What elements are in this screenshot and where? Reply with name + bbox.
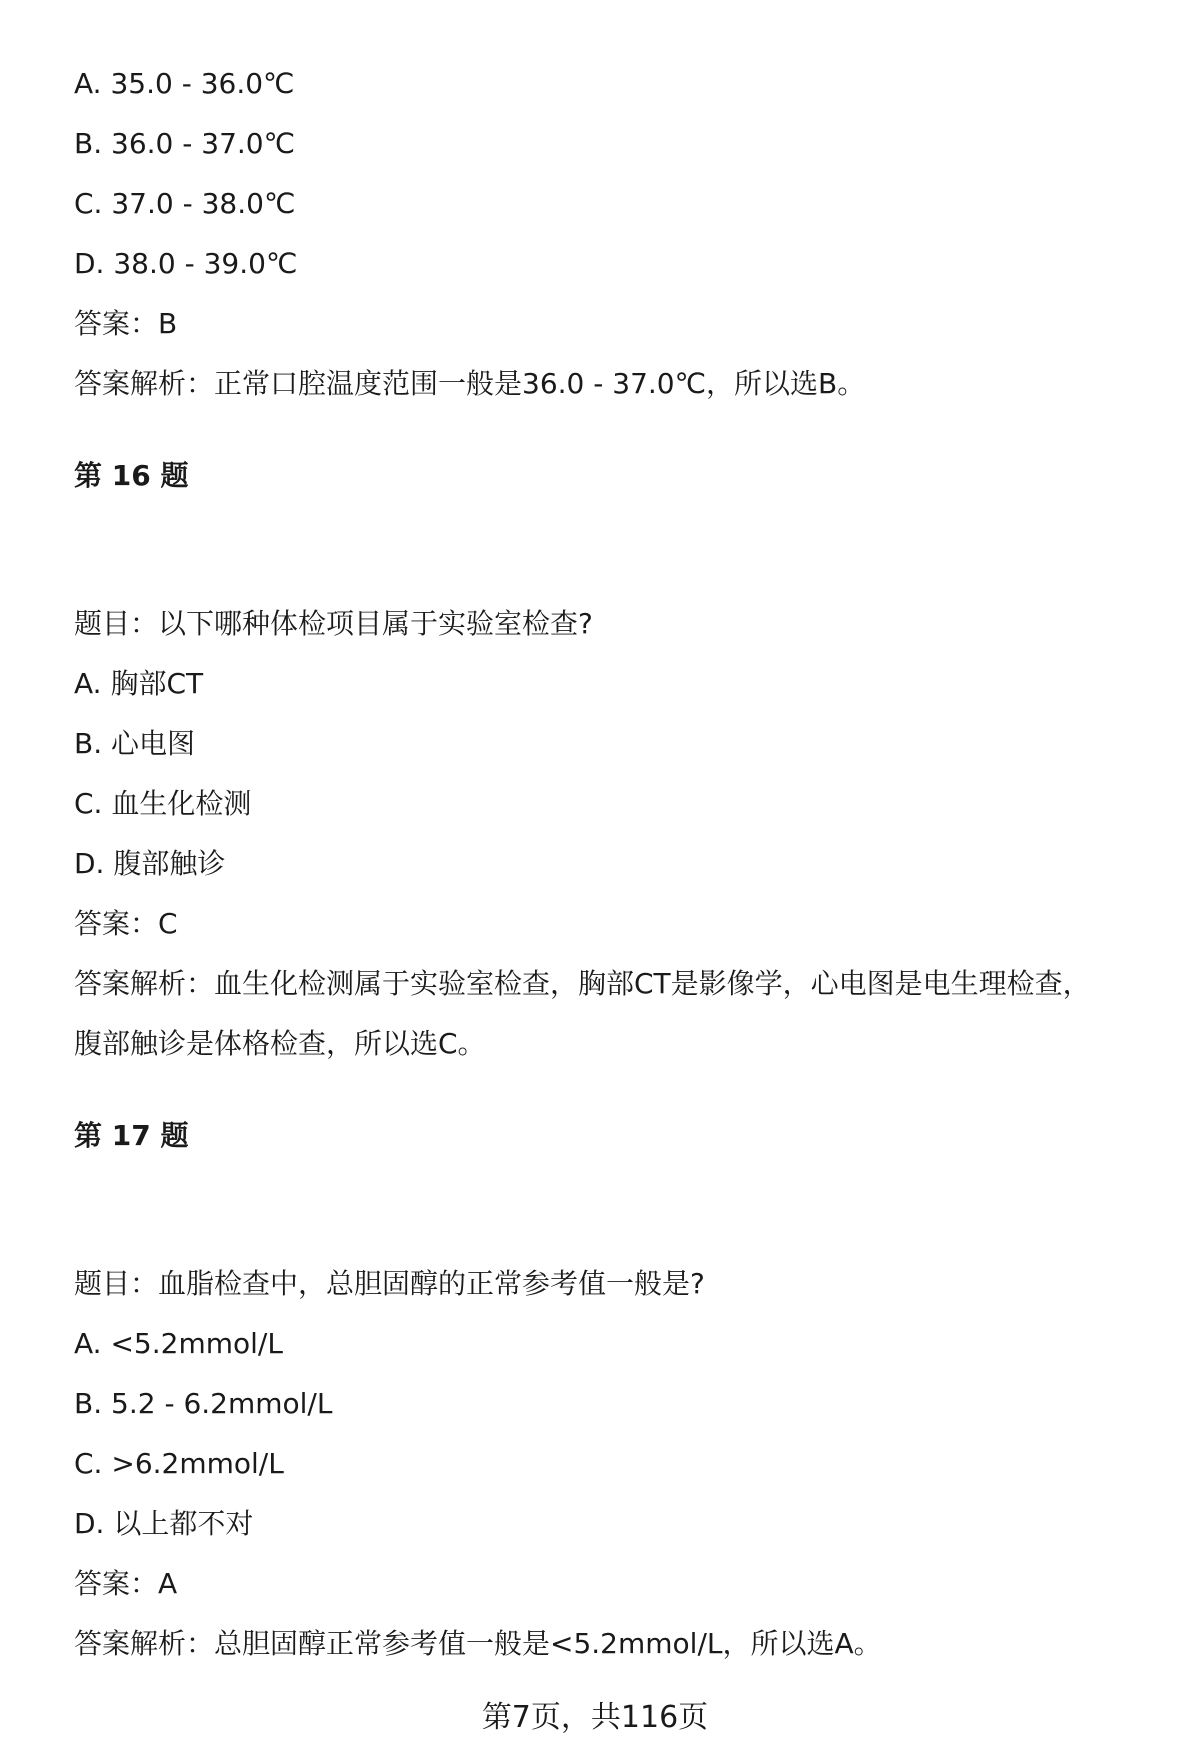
option-d: D. 以上都不对: [74, 1507, 254, 1540]
answer: 答案：C: [74, 907, 178, 940]
answer: 答案：B: [74, 307, 178, 340]
answer-explanation: 答案解析：正常口腔温度范围一般是36.0 - 37.0℃，所以选B。: [74, 367, 866, 400]
question-heading: 第 17 题: [74, 1119, 189, 1152]
option-a: A. 35.0 - 36.0℃: [74, 67, 295, 100]
option-b: B. 心电图: [74, 727, 196, 760]
option-d: D. 38.0 - 39.0℃: [74, 247, 298, 280]
answer-explanation: 答案解析：总胆固醇正常参考值一般是<5.2mmol/L，所以选A。: [74, 1627, 882, 1660]
question-text: 题目：以下哪种体检项目属于实验室检查?: [74, 607, 593, 640]
page-number-footer: 第7页，共116页: [481, 1700, 709, 1735]
option-c: C. 血生化检测: [74, 787, 252, 820]
answer: 答案：A: [74, 1567, 178, 1600]
option-b: B. 36.0 - 37.0℃: [74, 127, 296, 160]
option-a: A. 胸部CT: [74, 667, 204, 700]
option-c: C. >6.2mmol/L: [74, 1447, 284, 1480]
option-d: D. 腹部触诊: [74, 847, 226, 880]
question-heading: 第 16 题: [74, 459, 189, 492]
option-c: C. 37.0 - 38.0℃: [74, 187, 296, 220]
option-b: B. 5.2 - 6.2mmol/L: [74, 1387, 333, 1420]
answer-explanation-continued: 腹部触诊是体格检查，所以选C。: [74, 1027, 486, 1060]
answer-explanation: 答案解析：血生化检测属于实验室检查，胸部CT是影像学，心电图是电生理检查，: [74, 967, 1091, 1000]
option-a: A. <5.2mmol/L: [74, 1327, 283, 1360]
question-text: 题目：血脂检查中，总胆固醇的正常参考值一般是?: [74, 1267, 705, 1300]
